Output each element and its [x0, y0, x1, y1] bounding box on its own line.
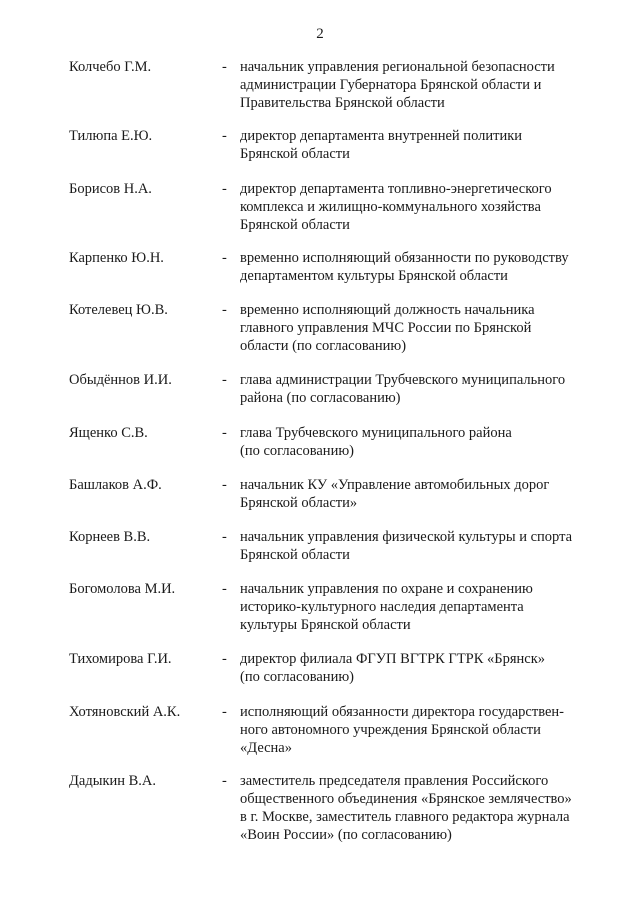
description-line: глава Трубчевского муниципального района [240, 425, 512, 441]
description-line: временно исполняющий должность начальника [240, 302, 535, 318]
description-line: области (по согласованию) [240, 338, 407, 354]
dash-separator: - [222, 425, 227, 441]
person-name: Башлаков А.Ф. [69, 477, 162, 493]
person-name: Колчебо Г.М. [69, 59, 152, 75]
position-description [240, 58, 595, 112]
description-line: администрации Губернатора Брянской области и [240, 77, 542, 93]
description-line: начальник управления физической культуры и спорта [240, 529, 573, 545]
dash-separator: - [222, 773, 227, 789]
dash-separator: - [222, 372, 227, 388]
person-name: Богомолова М.И. [69, 581, 176, 597]
dash-separator: - [222, 250, 227, 266]
description-line: заместитель председателя правления Российского [240, 773, 549, 789]
description-line: директор департамента топливно-энергетического [240, 181, 552, 197]
description-line: директор департамента внутренней политики [240, 128, 523, 144]
position-description [240, 180, 595, 234]
description-line: начальник управления региональной безопасности [240, 59, 555, 75]
dash-separator: - [222, 581, 227, 597]
person-name: Ященко С.В. [69, 425, 148, 441]
dash-separator: - [222, 477, 227, 493]
description-line: глава администрации Трубчевского муниципального [240, 372, 566, 388]
position-description [240, 301, 595, 355]
description-line: «Воин России» (по согласованию) [240, 827, 452, 843]
description-line: начальник управления по охране и сохранению [240, 581, 533, 597]
dash-separator: - [222, 181, 227, 197]
position-description [240, 127, 595, 163]
description-line: общественного объединения «Брянское землячество» [240, 791, 572, 807]
description-line: историко-культурного наследия департамента [240, 599, 524, 615]
description-line: исполняющий обязанности директора государствен- [240, 704, 564, 720]
person-name: Тилюпа Е.Ю. [69, 128, 153, 144]
description-line: Брянской области» [240, 495, 358, 511]
position-description [240, 650, 595, 686]
dash-separator: - [222, 128, 227, 144]
position-description [240, 249, 595, 285]
description-line: культуры Брянской области [240, 617, 411, 633]
description-line: ного автономного учреждения Брянской области [240, 722, 541, 738]
description-line: (по согласованию) [240, 669, 354, 685]
position-description [240, 772, 595, 844]
person-name: Карпенко Ю.Н. [69, 250, 164, 266]
position-description [240, 580, 595, 634]
dash-separator: - [222, 651, 227, 667]
description-line: директор филиала ФГУП ВГТРК ГТРК «Брянск» [240, 651, 546, 667]
description-line: «Десна» [240, 740, 292, 756]
description-line: начальник КУ «Управление автомобильных дорог [240, 477, 550, 493]
description-line: Правительства Брянской области [240, 95, 445, 111]
person-name: Обыдённов И.И. [69, 372, 172, 388]
position-description [240, 476, 595, 512]
description-line: департаментом культуры Брянской области [240, 268, 508, 284]
person-name: Дадыкин В.А. [69, 773, 157, 789]
description-line: (по согласованию) [240, 443, 354, 459]
dash-separator: - [222, 59, 227, 75]
page-number: 2 [316, 26, 324, 42]
description-line: главного управления МЧС России по Брянской [240, 320, 532, 336]
person-name: Корнеев В.В. [69, 529, 151, 545]
description-line: комплекса и жилищно-коммунального хозяйства [240, 199, 541, 215]
description-line: Брянской области [240, 146, 350, 162]
dash-separator: - [222, 529, 227, 545]
person-name: Котелевец Ю.В. [69, 302, 168, 318]
description-line: временно исполняющий обязанности по руководству [240, 250, 569, 266]
person-name: Тихомирова Г.И. [69, 651, 172, 667]
position-description [240, 371, 595, 407]
person-name: Хотяновский А.К. [69, 704, 181, 720]
person-name: Борисов Н.А. [69, 181, 152, 197]
description-line: Брянской области [240, 547, 350, 563]
position-description [240, 528, 595, 564]
dash-separator: - [222, 302, 227, 318]
description-line: Брянской области [240, 217, 350, 233]
position-description [240, 703, 595, 757]
dash-separator: - [222, 704, 227, 720]
position-description [240, 424, 595, 460]
description-line: в г. Москве, заместитель главного редактора журнала [240, 809, 570, 825]
description-line: района (по согласованию) [240, 390, 401, 406]
